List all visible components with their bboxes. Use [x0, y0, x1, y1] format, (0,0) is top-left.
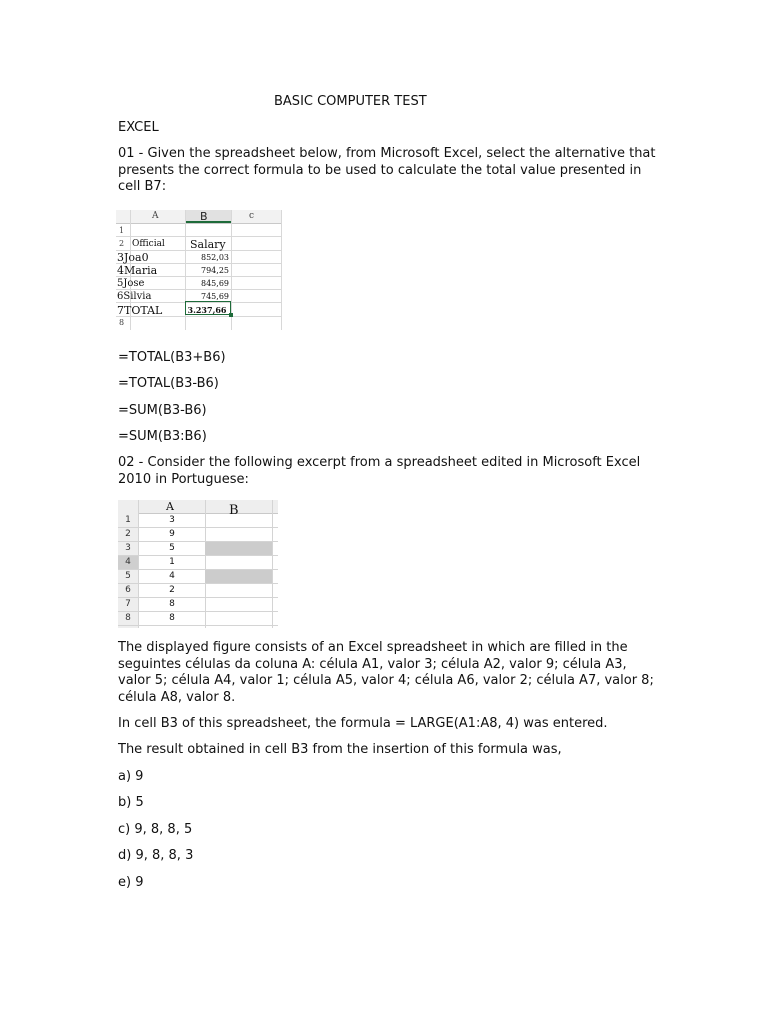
cell-a7: 8: [169, 599, 175, 609]
question-2-prompt: The result obtained in cell B3 from the insertion of this formula was,: [118, 742, 562, 757]
cell-b7: 3.237,66: [187, 305, 227, 315]
grid-line: [118, 597, 278, 598]
cell-a4: 4Maria: [117, 264, 158, 277]
cell-b3: 852,03: [201, 253, 229, 262]
row-number: 6: [125, 585, 131, 595]
question-2-text: 02 - Consider the following excerpt from a spreadsheet edited in Microsoft Excel 2010 in Portuguese:: [118, 455, 641, 487]
col-header-b: B: [229, 503, 239, 518]
cell-a6: 6Silvia: [117, 291, 152, 302]
grid-line: [118, 555, 278, 556]
grid-line: [118, 527, 278, 528]
row-number: 1: [125, 515, 131, 525]
column-header-bar: [118, 500, 278, 514]
q1-option-4: =SUM(B3:B6): [118, 429, 207, 444]
grid-line: [118, 583, 278, 584]
cell-a5: 5Jose: [117, 278, 145, 289]
q2-answer-c: c) 9, 8, 8, 5: [118, 822, 193, 837]
grid-line: [118, 625, 278, 626]
cell-b4: 794,25: [201, 266, 229, 275]
q2-answer-d: d) 9, 8, 8, 3: [118, 848, 194, 863]
col-header-c: c: [249, 211, 255, 221]
row-number: 5: [125, 571, 131, 581]
shaded-cell-b5: [205, 570, 272, 583]
cell-a8: 8: [169, 613, 175, 623]
q1-option-3: =SUM(B3-B6): [118, 403, 207, 418]
question-1-text: 01 - Given the spreadsheet below, from Microsoft Excel, select the alternative that presents the correct formula to be used to calculate the total value presented in cell B7:: [118, 146, 656, 194]
cell-a5: 4: [169, 571, 175, 581]
cell-a4: 1: [169, 557, 175, 567]
q2-answer-e: e) 9: [118, 875, 144, 890]
grid-line: [116, 289, 282, 290]
row-number: 4: [125, 557, 131, 567]
row-number: 2: [125, 529, 131, 539]
col-header-b: B: [200, 210, 208, 223]
page-title: BASIC COMPUTER TEST: [274, 94, 427, 109]
grid-line: [205, 500, 206, 628]
row-number: 7: [125, 599, 131, 609]
grid-line: [272, 500, 273, 628]
grid-line: [231, 210, 232, 330]
question-2-description: The displayed figure consists of an Excel spreadsheet in which are filled in the seguintes células da coluna A: célula A1, valor 3; célula A2, valor 9; célula A3, valor 5; célula A4, valor 1; célula A5, valor 4; célula A6, valor 2; célula A7, valor 8; célula A8, valor 8.: [118, 640, 654, 705]
row-number: 2: [119, 239, 125, 248]
q1-option-1: =TOTAL(B3+B6): [118, 350, 226, 365]
grid-line: [116, 236, 282, 237]
selected-column-header: [185, 210, 231, 223]
cell-b6: 745,69: [201, 292, 229, 301]
q1-option-2: =TOTAL(B3-B6): [118, 376, 219, 391]
col-header-a: A: [152, 211, 159, 221]
q2-answer-a: a) 9: [118, 769, 144, 784]
cell-b2: Salary: [190, 238, 226, 251]
grid-line: [138, 500, 139, 628]
grid-line: [281, 210, 282, 330]
q2-answer-b: b) 5: [118, 795, 144, 810]
row-number: 3: [125, 543, 131, 553]
grid-line: [118, 611, 278, 612]
row-number: 1: [119, 226, 125, 235]
cell-a2: Official: [132, 239, 165, 249]
grid-line: [118, 569, 278, 570]
row-number: 8: [119, 318, 125, 327]
cell-b5: 845,69: [201, 279, 229, 288]
cell-a7: 7TOTAL: [117, 304, 163, 317]
cell-a1: 3: [169, 515, 175, 525]
row-number: 8: [125, 613, 131, 623]
cell-a2: 9: [169, 529, 175, 539]
cell-a6: 2: [169, 585, 175, 595]
question-2-formula: In cell B3 of this spreadsheet, the formula = LARGE(A1:A8, 4) was entered.: [118, 716, 608, 731]
shaded-cell-b3: [205, 542, 272, 555]
cell-a3: 5: [169, 543, 175, 553]
cell-a3: 3Joa0: [117, 251, 149, 264]
col-header-a: A: [166, 500, 174, 513]
grid-line: [118, 541, 278, 542]
fill-handle: [229, 313, 233, 317]
section-heading: EXCEL: [118, 120, 159, 135]
